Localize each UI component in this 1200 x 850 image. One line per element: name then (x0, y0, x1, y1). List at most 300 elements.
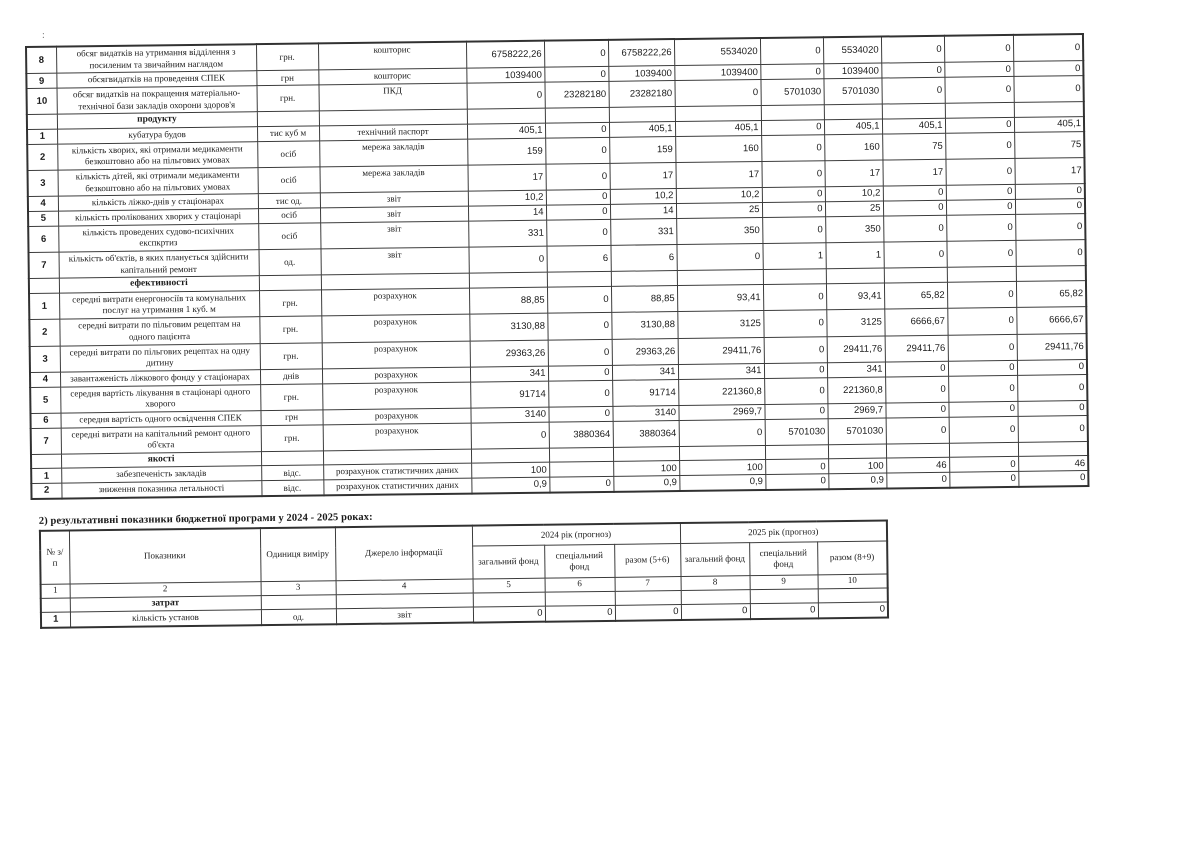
value-cell: 0 (1017, 401, 1087, 417)
value-cell: 350 (825, 216, 883, 243)
value-cell: 405,1 (824, 119, 882, 134)
group-header-2025: 2025 рік (прогноз) (680, 520, 887, 543)
value-cell: 0 (764, 363, 827, 378)
value-cell: 46 (1018, 456, 1088, 472)
value-cell (949, 442, 1018, 457)
value-cell (609, 107, 675, 122)
value-cell (761, 105, 824, 120)
source-cell: розрахунок статистичних даних (323, 464, 471, 480)
value-cell: 0 (948, 401, 1017, 417)
indicator-label-cell: забезпеченість закладів (61, 466, 261, 483)
value-cell: 0 (546, 190, 610, 205)
row-number-cell: 3 (28, 170, 58, 197)
scanned-sheet (25, 33, 1091, 629)
value-cell: 14 (610, 204, 676, 219)
row-number-cell: 9 (26, 73, 56, 88)
value-cell: 3140 (612, 406, 678, 421)
value-cell: 0 (1018, 415, 1088, 442)
value-cell: 0 (547, 286, 611, 313)
col-header-total-56: разом (5+6) (614, 543, 680, 577)
indicator-label-cell: середні витрати по пільговим рецептам на одного пацієнта (59, 317, 259, 346)
value-cell: 341 (612, 364, 678, 379)
col-number: 10 (818, 574, 888, 589)
value-cell: 0 (762, 187, 825, 202)
value-cell (1018, 442, 1088, 457)
value-cell: 10,2 (610, 189, 676, 204)
value-cell: 93,41 (677, 284, 763, 311)
value-cell: 5534020 (823, 37, 881, 65)
value-cell: 100 (679, 460, 765, 476)
value-cell: 350 (676, 217, 762, 244)
unit-cell (259, 275, 321, 290)
row-number-cell: 4 (28, 196, 58, 211)
col-header-indicators: Показники (69, 528, 261, 584)
value-cell: 3880364 (549, 421, 613, 448)
indicator-label-cell: обсяг видатків на покращення матеріально-технічної бази закладів охорони здоров'я (57, 86, 257, 115)
value-cell: 0 (544, 67, 608, 82)
col-header-source: Джерело інформації (335, 525, 473, 580)
value-cell: 23282180 (544, 81, 608, 108)
unit-cell (261, 451, 323, 466)
section-label-cell: продукту (57, 112, 257, 129)
value-cell: 3130,88 (611, 312, 677, 339)
value-cell: 5701030 (765, 418, 828, 445)
value-cell: 17 (467, 164, 545, 191)
row-number-cell (27, 115, 57, 130)
value-cell: 0 (885, 402, 948, 417)
value-cell: 331 (468, 220, 546, 247)
value-cell: 0,9 (679, 475, 765, 491)
value-cell: 0 (883, 241, 946, 268)
value-cell (611, 271, 677, 286)
source-cell: ПКД (318, 83, 466, 111)
value-cell (763, 269, 826, 284)
value-cell (613, 447, 679, 462)
source-cell: звіт (321, 247, 469, 275)
value-cell: 341 (678, 363, 764, 379)
value-cell: 0 (545, 606, 615, 622)
value-cell: 0 (1017, 359, 1087, 375)
value-cell: 0,9 (471, 477, 549, 493)
value-cell: 0 (548, 339, 612, 366)
source-cell: розрахунок (321, 288, 469, 316)
row-number-cell: 6 (30, 413, 60, 428)
col-number: 1 (41, 584, 70, 598)
indicator-label-cell: зниження показника летальності (61, 481, 261, 499)
value-cell: 0 (679, 419, 765, 446)
value-cell: 1039400 (823, 63, 881, 78)
value-cell (681, 589, 750, 604)
value-cell: 91714 (470, 381, 548, 408)
value-cell: 0 (761, 134, 824, 161)
value-cell: 0 (674, 80, 760, 107)
col-header-total-89: разом (8+9) (817, 541, 887, 575)
value-cell: 1039400 (466, 68, 544, 84)
indicator-label-cell: кількість об'єктів, в яких планується здійснити капітальний ремонт (59, 250, 259, 279)
col-header-special-fund-2024: спеціальний фонд (544, 544, 614, 578)
value-cell: 75 (882, 133, 945, 160)
value-cell (945, 103, 1014, 118)
value-cell: 0 (676, 244, 762, 271)
row-number-cell: 3 (30, 346, 60, 373)
value-cell: 0 (886, 472, 949, 488)
unit-cell: грн. (260, 383, 322, 410)
source-cell: кошторис (318, 68, 466, 84)
value-cell: 0 (548, 406, 612, 421)
value-cell (473, 592, 545, 607)
indicator-label-cell: кубатура будов (57, 126, 257, 143)
main-indicators-table-body (26, 34, 1088, 499)
value-cell (467, 109, 545, 124)
value-cell: 29363,26 (470, 340, 548, 367)
indicator-label-cell: кількість проведених судово-психічних експкртиз (58, 223, 258, 252)
value-cell: 0 (885, 361, 948, 376)
value-cell (547, 272, 611, 287)
value-cell: 91714 (612, 379, 678, 406)
value-cell: 0 (944, 35, 1013, 63)
value-cell: 0 (949, 472, 1018, 488)
unit-cell: грн (260, 410, 322, 425)
value-cell: 0 (944, 62, 1013, 78)
group-header-2024: 2024 рік (прогноз) (472, 523, 680, 546)
value-cell: 0 (948, 334, 1017, 361)
row-number-cell: 4 (30, 372, 60, 387)
value-cell: 10,2 (676, 188, 762, 204)
value-cell: 0 (761, 161, 824, 188)
col-number: 9 (750, 575, 818, 590)
col-header-num: № з/п (40, 530, 70, 584)
value-cell: 6666,67 (884, 308, 947, 335)
unit-cell: відс. (261, 465, 323, 480)
row-number-cell: 2 (29, 319, 59, 346)
value-cell: 75 (1014, 131, 1084, 158)
value-cell: 2969,7 (827, 403, 885, 418)
col-number: 7 (615, 576, 681, 591)
value-cell (469, 273, 547, 288)
value-cell: 0 (885, 376, 948, 403)
indicator-label-cell: кількість установ (70, 610, 261, 628)
value-cell: 0 (886, 417, 949, 444)
value-cell: 3140 (470, 407, 548, 423)
source-cell: мережа закладів (319, 139, 467, 167)
value-cell: 6 (546, 245, 610, 272)
value-cell: 0 (762, 202, 825, 217)
value-cell (828, 444, 886, 459)
value-cell: 6666,67 (1016, 307, 1086, 334)
scan-artifact: : (42, 30, 45, 41)
col-header-general-fund-2025: загальний фонд (680, 542, 749, 576)
value-cell: 1039400 (608, 66, 674, 81)
value-cell: 0 (544, 40, 608, 68)
value-cell (549, 462, 613, 477)
value-cell: 0 (944, 76, 1013, 103)
row-number-cell: 5 (30, 387, 60, 414)
row-number-cell: 1 (31, 469, 61, 484)
value-cell: 0 (549, 476, 613, 492)
unit-cell: осіб (258, 167, 320, 194)
value-cell: 160 (824, 134, 882, 161)
value-cell: 0 (945, 117, 1014, 133)
value-cell (549, 447, 613, 462)
value-cell: 0 (471, 422, 549, 449)
unit-cell: осіб (258, 223, 320, 250)
indicator-label-cell: середня вартість одного освідчення СПЕК (60, 411, 260, 428)
source-cell: розрахунок (322, 367, 470, 383)
value-cell: 0 (615, 605, 681, 621)
value-cell: 0,9 (828, 473, 886, 489)
value-cell: 29411,76 (1017, 333, 1087, 360)
row-number-cell (31, 454, 61, 469)
value-cell: 29411,76 (885, 335, 948, 362)
table2-title: 2) результативні показники бюджетної програми у 2024 - 2025 роках: (38, 511, 373, 527)
unit-cell: грн. (256, 43, 318, 71)
value-cell: 0 (545, 137, 609, 164)
value-cell: 5534020 (674, 38, 760, 66)
value-cell: 17 (882, 159, 945, 186)
value-cell: 17 (609, 162, 675, 189)
indicator-label-cell: середні витрати на капітальний ремонт одного об'єкта (61, 425, 261, 454)
unit-cell: од. (261, 609, 336, 625)
value-cell: 17 (824, 160, 882, 187)
section-label-cell: якості (61, 452, 261, 469)
value-cell: 100 (613, 461, 679, 476)
value-cell: 29411,76 (678, 337, 764, 364)
value-cell: 0 (764, 404, 827, 419)
value-cell: 159 (609, 136, 675, 163)
value-cell: 0 (763, 284, 826, 311)
value-cell: 0 (760, 37, 823, 65)
value-cell: 5701030 (828, 418, 886, 445)
value-cell: 0 (948, 360, 1017, 376)
value-cell: 0 (468, 246, 546, 273)
section-label-cell: ефективності (59, 276, 259, 293)
value-cell: 29411,76 (827, 336, 885, 363)
value-cell (882, 104, 945, 119)
col-header-general-fund-2024: загальний фонд (472, 545, 544, 579)
value-cell: 3125 (677, 311, 763, 338)
value-cell: 0 (764, 336, 827, 363)
indicator-label-cell: кількість пролікованих хворих у стаціонарі (58, 209, 258, 226)
value-cell: 88,85 (611, 285, 677, 312)
value-cell: 0 (883, 215, 946, 242)
row-number-cell: 7 (31, 428, 61, 455)
value-cell: 221360,8 (827, 377, 885, 404)
row-number-cell: 1 (29, 293, 59, 320)
row-number-cell: 6 (28, 226, 58, 253)
value-cell: 0 (546, 219, 610, 246)
source-cell: розрахунок (323, 423, 471, 451)
value-cell: 17 (1014, 157, 1084, 184)
value-cell: 0 (763, 310, 826, 337)
value-cell: 6758222,26 (466, 41, 544, 69)
value-cell: 0 (545, 163, 609, 190)
indicator-label-cell: середня вартість лікування в стаціонарі одного хворого (60, 384, 260, 413)
value-cell: 0 (883, 200, 946, 215)
value-cell (677, 270, 763, 285)
row-number-cell: 2 (31, 483, 61, 499)
unit-cell: грн (256, 70, 318, 85)
value-cell: 65,82 (1016, 280, 1086, 307)
col-number: 4 (336, 579, 473, 595)
value-cell: 23282180 (608, 81, 674, 108)
value-cell: 25 (676, 202, 762, 218)
section-label-cell: затрат (70, 595, 261, 612)
value-cell (818, 588, 888, 603)
value-cell: 0 (765, 459, 828, 474)
value-cell: 0 (760, 64, 823, 79)
unit-cell: грн. (257, 85, 319, 112)
unit-cell: відс. (261, 480, 323, 496)
row-number-cell: 5 (28, 211, 58, 226)
value-cell: 0 (1015, 213, 1085, 240)
value-cell (826, 268, 884, 283)
value-cell: 1039400 (674, 65, 760, 81)
value-cell: 0 (949, 416, 1018, 443)
value-cell (1014, 102, 1084, 117)
value-cell: 0 (750, 603, 818, 619)
value-cell: 0 (764, 377, 827, 404)
value-cell: 160 (675, 135, 761, 162)
source-cell: розрахунок (321, 314, 469, 342)
unit-cell: тис од. (258, 193, 320, 208)
source-cell: звіт (336, 607, 473, 624)
value-cell: 100 (471, 463, 549, 479)
value-cell: 405,1 (1014, 116, 1084, 132)
value-cell: 0 (946, 240, 1015, 267)
value-cell: 0 (881, 77, 944, 104)
indicator-label-cell: кількість хворих, які отримали медикаменти безкоштовно або на пільгових умовах (57, 141, 257, 170)
value-cell (675, 106, 761, 121)
value-cell (765, 445, 828, 460)
value-cell: 14 (468, 205, 546, 221)
row-number-cell: 8 (26, 47, 56, 74)
value-cell: 0 (1017, 374, 1087, 401)
value-cell: 0 (545, 122, 609, 137)
value-cell: 0 (1013, 61, 1083, 77)
indicator-label-cell: кількість дітей, які отримали медикаменти безкоштовно або на пільгових умовах (58, 168, 258, 197)
value-cell: 0 (1018, 471, 1088, 487)
value-cell: 5701030 (760, 79, 823, 106)
value-cell: 0 (949, 457, 1018, 473)
unit-cell: од. (259, 249, 321, 276)
unit-cell: осіб (257, 140, 319, 167)
indicator-label-cell: середні витрати по пільгових рецептах на одну дитину (60, 343, 260, 372)
value-cell: 0 (946, 185, 1015, 201)
value-cell (545, 108, 609, 123)
value-cell: 0 (473, 606, 545, 622)
indicator-label-cell: обсягвидатків на проведення СПЕК (56, 71, 256, 88)
row-number-cell (29, 278, 59, 293)
value-cell: 159 (467, 138, 545, 165)
value-cell (471, 448, 549, 463)
value-cell: 0 (765, 474, 828, 490)
value-cell: 341 (827, 362, 885, 377)
value-cell: 6758222,26 (608, 39, 674, 67)
col-header-unit: Одиниця виміру (260, 527, 336, 581)
col-number: 5 (473, 578, 545, 593)
value-cell: 405,1 (467, 123, 545, 139)
indicator-label-cell: обсяг видатків на утримання відділення з посиленим та звичайним наглядом (56, 44, 256, 73)
value-cell: 0 (1015, 240, 1085, 267)
col-number: 3 (261, 581, 336, 596)
value-cell: 0 (762, 216, 825, 243)
value-cell: 0 (818, 602, 888, 618)
value-cell: 1 (762, 243, 825, 270)
value-cell: 25 (825, 201, 883, 216)
source-cell: технічний паспорт (319, 124, 467, 140)
source-cell: розрахунок (322, 341, 470, 369)
value-cell: 221360,8 (678, 378, 764, 405)
row-number-cell: 7 (29, 252, 59, 279)
source-cell: розрахунок (322, 382, 470, 410)
value-cell: 405,1 (675, 120, 761, 136)
indicator-label-cell: кількість ліжко-днів у стаціонарах (58, 194, 258, 211)
indicator-label-cell: завантаженість ліжкового фонду у стаціонарах (60, 370, 260, 387)
unit-cell: грн. (260, 342, 322, 369)
value-cell: 0 (466, 82, 544, 109)
main-indicators-table (25, 33, 1089, 500)
value-cell: 0 (1013, 34, 1083, 62)
value-cell: 0 (945, 132, 1014, 159)
row-number-cell: 1 (27, 129, 57, 144)
value-cell (679, 446, 765, 461)
col-header-special-fund-2025: спеціальний фонд (749, 542, 817, 576)
row-number-cell: 2 (27, 144, 57, 171)
source-cell: звіт (320, 206, 468, 222)
value-cell: 0 (947, 281, 1016, 308)
value-cell: 0 (946, 214, 1015, 241)
value-cell (615, 590, 681, 605)
unit-cell (261, 595, 336, 610)
value-cell (884, 268, 947, 283)
value-cell: 0 (945, 158, 1014, 185)
value-cell: 3125 (826, 309, 884, 336)
value-cell: 1 (825, 242, 883, 269)
col-number: 6 (545, 577, 615, 592)
value-cell (1016, 266, 1086, 281)
value-cell: 93,41 (826, 283, 884, 310)
source-cell: звіт (320, 221, 468, 249)
value-cell (886, 443, 949, 458)
value-cell: 88,85 (469, 287, 547, 314)
value-cell: 0 (881, 36, 944, 64)
value-cell: 341 (470, 366, 548, 382)
value-cell: 65,82 (884, 282, 947, 309)
value-cell: 0 (946, 199, 1015, 215)
value-cell: 10,2 (825, 186, 883, 201)
value-cell: 0 (948, 375, 1017, 402)
value-cell: 5701030 (823, 78, 881, 105)
value-cell (750, 589, 818, 604)
value-cell: 0,9 (613, 476, 679, 492)
value-cell: 405,1 (609, 121, 675, 136)
unit-cell: осіб (258, 208, 320, 223)
indicator-label-cell: середні витрати енергоносіїв та комунальних послуг на утримання 1 куб. м (59, 290, 259, 319)
value-cell: 2969,7 (678, 404, 764, 420)
source-cell: звіт (320, 191, 468, 207)
value-cell: 0 (761, 120, 824, 135)
value-cell: 0 (1013, 76, 1083, 103)
value-cell: 3130,88 (469, 313, 547, 340)
source-cell: розрахунок (322, 408, 470, 424)
value-cell: 331 (610, 218, 676, 245)
unit-cell (257, 111, 319, 126)
value-cell: 0 (547, 313, 611, 340)
value-cell: 6 (610, 245, 676, 272)
unit-cell: грн. (259, 316, 321, 343)
row-number-cell: 10 (27, 88, 57, 115)
value-cell: 0 (1015, 199, 1085, 215)
